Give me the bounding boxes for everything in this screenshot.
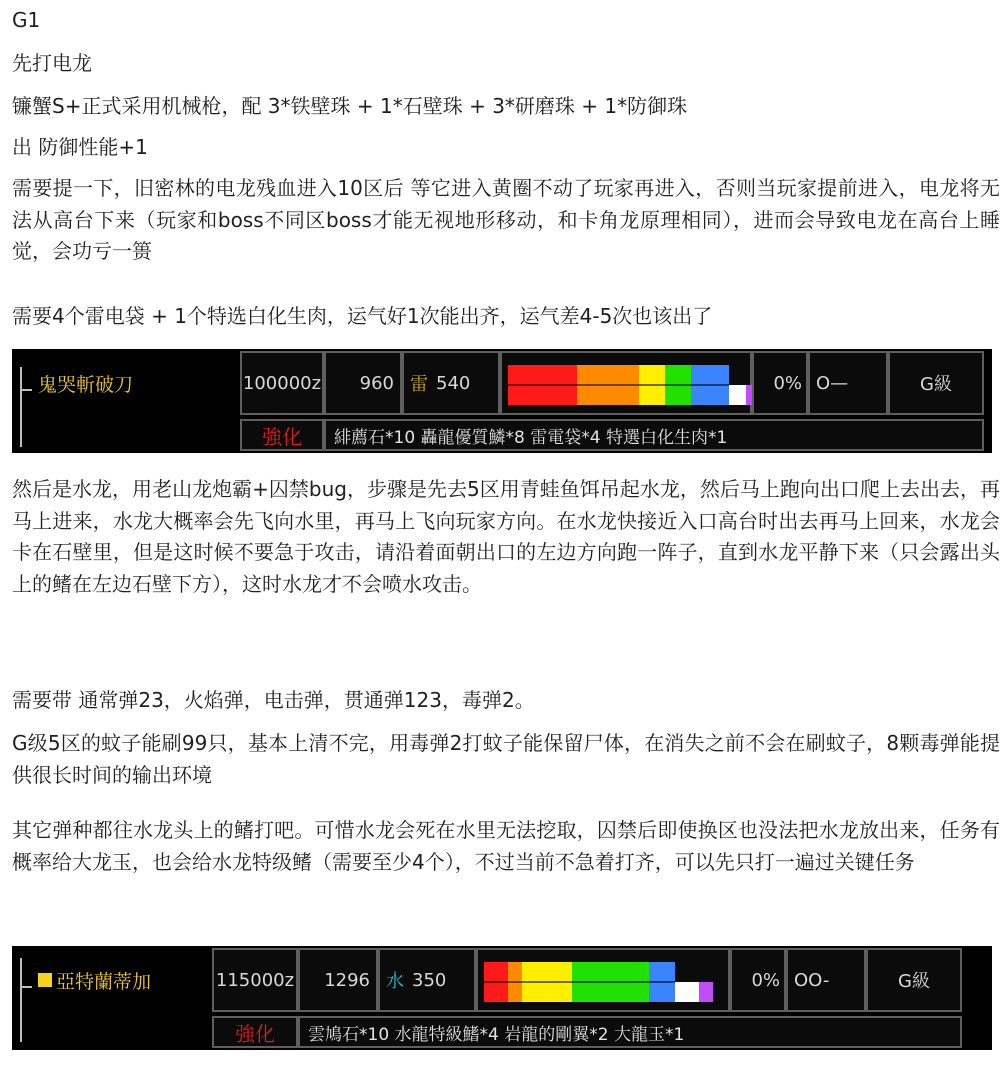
weapon-name-cell: [12, 948, 212, 1012]
weapon-name: 鬼哭斬破刀: [38, 373, 134, 396]
materials: 緋薦石*10 轟龍優質鱗*8 雷電袋*4 特選白化生肉*1: [334, 427, 728, 448]
enhance-cell: [212, 1016, 298, 1048]
affinity-cell: [730, 948, 786, 1012]
cost: 100000z: [242, 372, 322, 394]
yellow-square-icon: [38, 973, 52, 987]
materials-cell: [298, 1016, 962, 1048]
sharpness-segment: [675, 982, 699, 1002]
weapon-card: [12, 349, 992, 453]
attack: 960: [359, 372, 394, 394]
sharpness-bar: [508, 365, 746, 405]
paragraph: 其它弹种都往水龙头上的鳍打吧。可惜水龙会死在水里无法挖取，囚禁后即使换区也没法把水龙放出来，任务有概率给大龙玉，也会给水龙特级鳍（需要至少4个），不过当前不急着打齐，可以先只打一遍过关键任务: [12, 818, 1000, 874]
sharpness-stripe: [665, 384, 691, 386]
rank-cell: [866, 948, 962, 1012]
materials: 雲鳩石*10 水龍特級鰭*4 岩龍的剛翼*2 大龍玉*1: [308, 1024, 685, 1045]
rank: G級: [920, 374, 952, 395]
element-value: 540: [436, 372, 471, 394]
cost: 115000z: [215, 969, 295, 991]
rank-cell: [888, 351, 984, 415]
sharpness-stripe: [649, 981, 675, 983]
paragraph: 需要提一下，旧密林的电龙残血进入10区后 等它进入黄圈不动了玩家再进入，否则当玩家提前进入，电龙将无法从高台下来（玩家和boss不同区boss才能无视地形移动，和卡角龙原理相同），进而会导致电龙在高台上睡觉，会功亏一篑: [12, 176, 1000, 263]
element-cell: [402, 351, 500, 415]
sharpness-stripe: [508, 981, 522, 983]
paragraph: 然后是水龙，用老山龙炮霸+囚禁bug，步骤是先去5区用青蛙鱼饵吊起水龙，然后马上跑向出口爬上去出去，再马上进来，水龙大概率会先飞向水里，再马上飞向玩家方向。在水龙快接近入口高台时出去再马上回来，水龙会卡在石壁里，但是这时候不要急于攻击，请沿着面朝出口的左边方向跑一阵子，直到水龙平静下来（只会露出头上的鳍在左边石壁下方），这时水龙才不会喷水攻击。: [12, 477, 1000, 596]
weapon-name: 亞特蘭蒂加: [56, 970, 152, 993]
affinity: 0%: [773, 372, 802, 394]
text-line: 需要4个雷电袋 + 1个特选白化生肉，运气好1次能出齐，运气差4-5次也该出了: [12, 304, 713, 328]
materials-cell: [324, 419, 984, 451]
sharpness-stripe: [572, 981, 649, 983]
sharpness-stripe: [508, 384, 577, 386]
enhance-label: 強化: [235, 1021, 275, 1046]
weapon-card: [12, 946, 992, 1050]
sharpness-cell: [500, 351, 752, 415]
sharpness-bar: [484, 962, 724, 1002]
sharpness-segment: [729, 385, 746, 405]
element-type: 雷: [410, 374, 428, 395]
element-type: 水: [386, 971, 404, 992]
attack-cell: [298, 948, 378, 1012]
slots: O—: [816, 372, 849, 394]
text-line: 出 防御性能+1: [12, 135, 148, 159]
section-header: G1: [12, 8, 41, 32]
enhance-label: 強化: [262, 424, 302, 449]
enhance-cell: [240, 419, 324, 451]
slots-cell: [786, 948, 866, 1012]
slots: OO-: [794, 969, 830, 991]
sharpness-segment: [699, 982, 713, 1002]
text-line: 先打电龙: [12, 51, 92, 75]
attack: 1296: [324, 969, 370, 991]
affinity: 0%: [751, 969, 780, 991]
text-line: 镰蟹S+正式采用机械枪，配 3*铁壁珠 + 1*石壁珠 + 3*研磨珠 + 1*防御珠: [12, 94, 688, 118]
sharpness-stripe: [577, 384, 639, 386]
cost-cell: [212, 948, 298, 1012]
slots-cell: [808, 351, 888, 415]
weapon-name-cell: [12, 351, 240, 415]
paragraph: G级5区的蚊子能刷99只，基本上清不完，用毒弹2打蚊子能保留尸体，在消失之前不会在刷蚊子，8颗毒弹能提供很长时间的输出环境: [12, 731, 1000, 787]
cost-cell: [240, 351, 324, 415]
sharpness-stripe: [522, 981, 572, 983]
rank: G級: [898, 971, 930, 992]
element-value: 350: [412, 969, 447, 991]
sharpness-stripe: [691, 384, 729, 386]
text-line: 需要带 通常弹23，火焰弹，电击弹，贯通弹123，毒弹2。: [12, 688, 535, 712]
affinity-cell: [752, 351, 808, 415]
attack-cell: [324, 351, 402, 415]
sharpness-stripe: [484, 981, 508, 983]
sharpness-cell: [476, 948, 730, 1012]
sharpness-stripe: [639, 384, 665, 386]
element-cell: [378, 948, 476, 1012]
